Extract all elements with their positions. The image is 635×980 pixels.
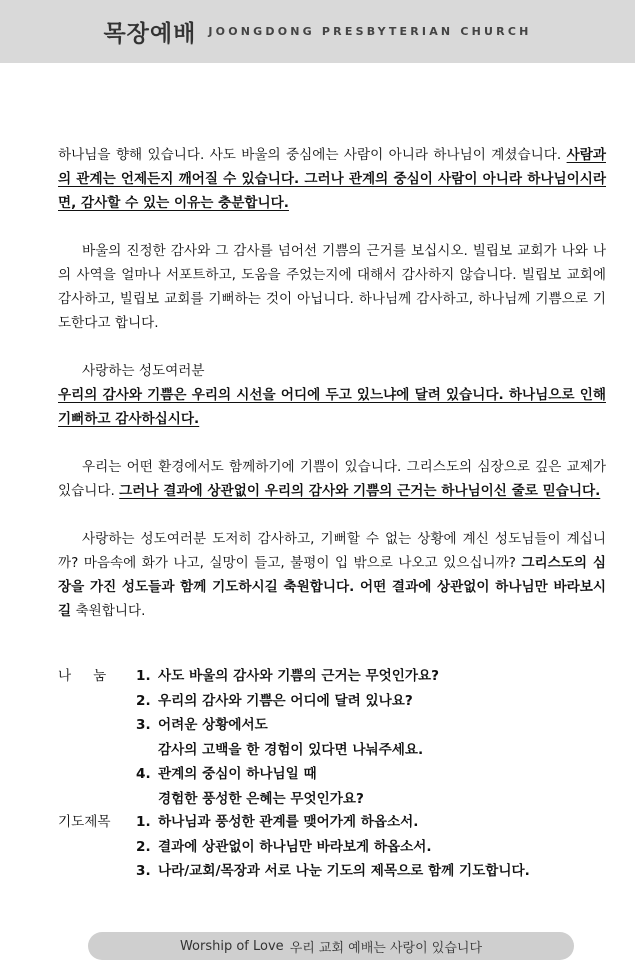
list-item: 2. 결과에 상관없이 하나님만 바라보게 하옵소서. xyxy=(136,838,432,855)
prayer-label: 기도제목 xyxy=(58,814,111,830)
prayer-section xyxy=(58,810,618,884)
paragraph-4 xyxy=(58,455,606,503)
paragraph-1 xyxy=(58,143,606,215)
church-name: JOONGDONG PRESBYTERIAN CHURCH xyxy=(208,25,532,38)
sharing-label: 나눔 xyxy=(58,668,129,684)
paragraph-5-bold: 그리스도의 심장을 가진 성도들과 함께 기도하시길 축원합니다. 어떤 결과에 상관없이 하나님만 바라보시길 xyxy=(58,555,606,619)
list-item-continued: 경험한 풍성한 은혜는 무엇인가요? xyxy=(158,790,364,807)
list-item: 1. 사도 바울의 감사와 기쁨의 근거는 무엇인가요? xyxy=(136,668,440,684)
sharing-list xyxy=(136,664,439,811)
list-item: 3. 나라/교회/목장과 서로 나눈 기도의 제목으로 함께 기도합니다. xyxy=(136,863,530,879)
paragraph-1-text: 하나님을 향해 있습니다. 사도 바울의 중심에는 사람이 아니라 하나님이 계셨습니다. xyxy=(58,147,567,163)
list-item: 1. 하나님과 풍성한 관계를 맺어가게 하옵소서. xyxy=(136,814,419,830)
greeting: 사랑하는 성도여러분 xyxy=(82,363,205,379)
sermon-body xyxy=(58,143,606,623)
list-item-continued: 감사의 고백을 한 경험이 있다면 나눠주세요. xyxy=(158,741,424,758)
paragraph-4-text: 우리는 어떤 환경에서도 함께하기에 기쁨이 있습니다. 그리스도의 심장으로 깊은 교제가 있습니다. xyxy=(58,459,606,499)
paragraph-4-emphasis: 그러나 결과에 상관없이 우리의 감사와 기쁨의 근거는 하나님이신 줄로 믿습니다. xyxy=(119,483,601,499)
list-item: 4. 관계의 중심이 하나님일 때 xyxy=(136,766,317,782)
paragraph-2: 바울의 진정한 감사와 그 감사를 넘어선 기쁨의 근거를 보십시오. 빌립보 교회가 나와 나의 사역을 얼마나 서포트하고, 도움을 주었는지에 대해서 감사하지 않습니다. 빌립보 교회에 감사하고, 빌립보 교회를 기뻐하는 것이 아닙니다. 하나님께 감사하고, 하나님께 기쁨으로 기도한다고 합니다. xyxy=(58,243,606,331)
sharing-section xyxy=(58,664,618,811)
paragraph-3-emphasis: 우리의 감사와 기쁨은 우리의 시선을 어디에 두고 있느냐에 달려 있습니다. 하나님으로 인해 기뻐하고 감사하십시다. xyxy=(58,387,606,427)
page-header xyxy=(0,0,635,63)
paragraph-1-emphasis: 사람과의 관계는 언제든지 깨어질 수 있습니다. 그러나 관계의 중심이 사람이 아니라 하나님이시라면, 감사할 수 있는 이유는 충분합니다. xyxy=(58,147,606,211)
footer-korean: 우리 교회 예배는 사랑이 있습니다 xyxy=(289,940,483,956)
paragraph-5-tail: 축원합니다. xyxy=(71,603,146,619)
list-item: 2. 우리의 감사와 기쁨은 어디에 달려 있나요? xyxy=(136,692,413,709)
paragraph-5 xyxy=(58,527,606,623)
paragraph-5-text: 사랑하는 성도여러분 도저히 감사하고, 기뻐할 수 없는 상황에 계신 성도님들이 계십니까? 마음속에 화가 나고, 실망이 들고, 불평이 입 밖으로 나오고 있으십니까? xyxy=(58,531,606,571)
footer-english: Worship of Love xyxy=(179,938,284,954)
footer-banner xyxy=(88,932,574,960)
header-title: 목장예배 xyxy=(103,21,197,47)
list-item: 3. 어려운 상황에서도 xyxy=(136,717,268,733)
prayer-list xyxy=(136,810,530,884)
